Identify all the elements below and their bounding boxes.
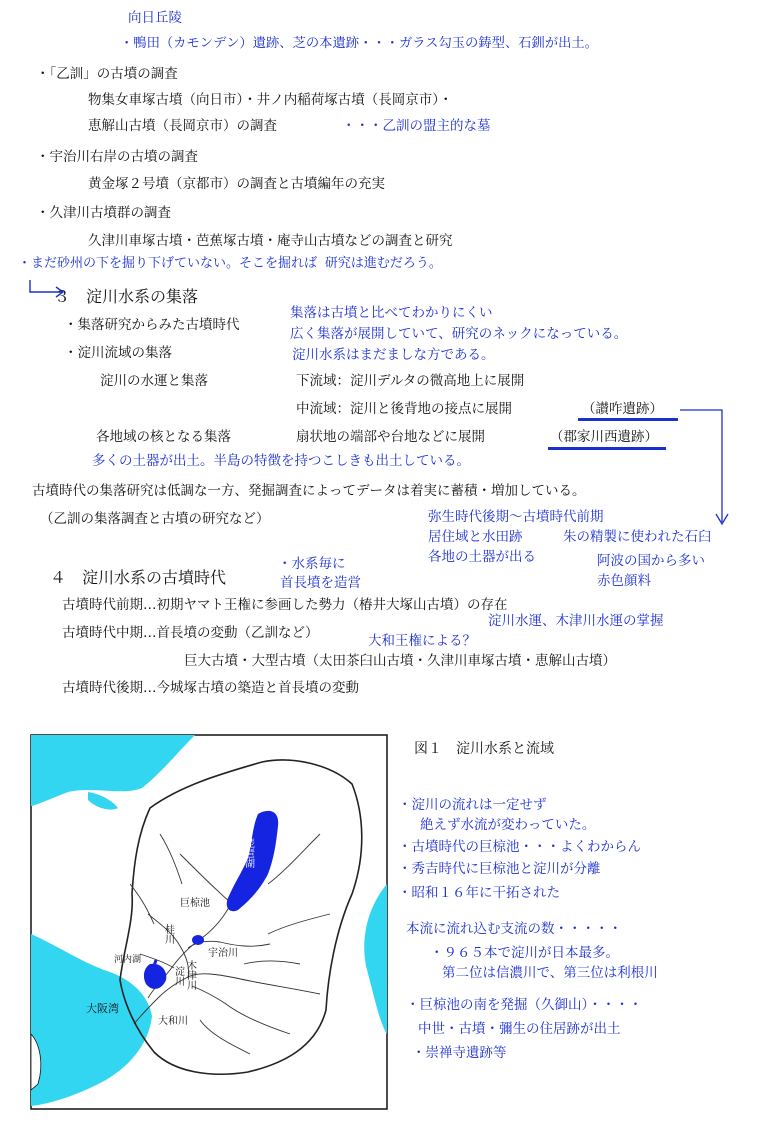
label-osaka-bay: 大阪湾	[86, 1002, 119, 1015]
note-kamonden: ・鴨田（カモンデン）遺跡、芝の本遺跡・・・ガラス勾玉の鋳型、石釧が出土。	[120, 36, 599, 51]
site-sakui: （讃咋遺跡）	[582, 401, 663, 417]
note-awa-2: 赤色顔料	[597, 573, 651, 589]
early-kofun-line: 古墳時代前期…初期ヤマト王権に参画した勢力（椿井大塚山古墳）の存在	[62, 597, 508, 613]
note-otokuni-alliance: ・・・乙訓の盟主的な墓	[342, 118, 491, 134]
site-gunge-underline	[548, 447, 666, 450]
middle-kofun-line: 古墳時代中期…首長墳の変動（乙訓など）	[62, 625, 319, 641]
label-yodo: 淀川	[172, 966, 184, 986]
uji-line: 黄金塚２号墳（京都市）の調査と古墳編年の充実	[88, 176, 385, 192]
label-biwa: 琵琶湖	[242, 838, 254, 868]
fan-line: 扇状地の端部や台地などに展開	[296, 429, 485, 445]
label-uji: 宇治川	[208, 948, 238, 959]
yodo-river-map	[30, 734, 388, 1110]
right-note-10: 中世・古墳・彌生の住居跡が出土	[418, 1021, 621, 1037]
right-note-1: ・淀川の流れは一定せず	[398, 797, 547, 813]
note-yayoi-3: 各地の土器が出る	[428, 549, 536, 565]
right-note-7: ・９６５本で淀川が日本最多。	[430, 945, 619, 961]
right-note-8: 第二位は信濃川で、第三位は利根川	[442, 965, 658, 981]
sec3-item-yodo-settlements: ・淀川流域の集落	[64, 345, 172, 361]
midstream-line: 中流域：淀川と後背地の接点に展開	[296, 401, 512, 417]
sec3-item-settlement-research: ・集落研究からみた古墳時代	[64, 317, 240, 333]
section-4-title: ４ 淀川水系の古墳時代	[50, 568, 227, 587]
summary-line: 古墳時代の集落研究は低調な一方、発掘調査によってデータは着実に蓄積・増加している。	[32, 483, 586, 499]
note-mortar: 朱の精製に使われた石臼	[563, 529, 712, 545]
uji-survey-heading: ・宇治川右岸の古墳の調査	[36, 149, 198, 165]
site-sakui-underline	[578, 418, 678, 421]
giant-kofun-line: 巨大古墳・大型古墳（太田茶臼山古墳・久津川車塚古墳・恵解山古墳）	[184, 653, 616, 669]
kuzu-survey-heading: ・久津川古墳群の調査	[36, 205, 171, 221]
section-3-title: ３ 淀川水系の集落	[54, 287, 199, 306]
downstream-line: 下流域：淀川デルタの微高地上に展開	[296, 373, 525, 389]
note-yayoi-2: 居住域と水田跡	[428, 529, 523, 545]
right-note-6: 本流に流れ込む支流の数・・・・・	[406, 921, 622, 937]
note-suikei-2: 首長墳を造営	[280, 575, 361, 591]
right-note-5: ・昭和１６年に干拓された	[398, 885, 560, 901]
water-transport-label: 淀川の水運と集落	[100, 373, 208, 389]
note-awa-1: 阿波の国から多い	[597, 553, 705, 569]
right-note-9: ・巨椋池の南を発掘（久御山）・・・・	[406, 997, 643, 1013]
note-sandbar: ・まだ砂州の下を掘り下げていない。そこを掘れば 研究は進むだろう。	[18, 256, 442, 271]
right-note-3: ・古墳時代の巨椋池・・・よくわからん	[398, 839, 641, 855]
note-settlement-1: 集落は古墳と比べてわかりにくい	[290, 305, 493, 321]
note-suikei-1: ・水系毎に	[278, 556, 346, 572]
ogura-pond	[192, 935, 204, 945]
kuzu-line: 久津川車塚古墳・芭蕉塚古墳・庵寺山古墳などの調査と研究	[88, 233, 453, 249]
note-settlement-3: 淀川水系はまだましな方である。	[292, 347, 495, 363]
right-note-11: ・崇禅寺遺跡等	[412, 1045, 507, 1061]
note-yamato: 大和王権による？	[368, 633, 476, 649]
hub-settlement-label: 各地域の核となる集落	[96, 429, 231, 445]
label-kizu: 木津川	[184, 960, 196, 990]
note-pottery: 多くの土器が出土。半島の特徴を持つこしきも出土している。	[92, 453, 470, 469]
connector-arrow-icon	[676, 404, 736, 534]
note-yayoi-1: 弥生時代後期～古墳時代前期	[428, 509, 604, 525]
summary-paren: （乙訓の集落調査と古墳の研究など）	[40, 511, 270, 527]
otokuni-survey-heading: ・「乙訓」の古墳の調査	[36, 66, 178, 82]
late-kofun-line: 古墳時代後期…今城塚古墳の築造と首長墳の変動	[62, 680, 359, 696]
label-kawachi: 河内湖	[114, 955, 142, 965]
label-katsura: 桂川	[162, 924, 174, 944]
site-gunge: （郡家川西遺跡）	[550, 429, 658, 445]
figure-caption: 図１ 淀川水系と流域	[414, 741, 554, 757]
right-note-4: ・秀吉時代に巨椋池と淀川が分離	[398, 861, 601, 877]
label-ogura: 巨椋池	[180, 898, 210, 909]
otokuni-line-2: 恵解山古墳（長岡京市）の調査	[88, 118, 277, 134]
note-settlement-2: 広く集落が展開していて、研究のネックになっている。	[290, 326, 628, 342]
note-transport: 淀川水運、木津川水運の掌握	[488, 613, 664, 629]
note-mukoh-hills: 向日丘陵	[128, 10, 182, 26]
label-yamato: 大和川	[158, 1016, 188, 1027]
right-note-2: 絶えず水流が変わっていた。	[420, 817, 596, 833]
otokuni-line-1: 物集女車塚古墳（向日市）・井ノ内稲荷塚古墳（長岡京市）・	[88, 92, 453, 108]
